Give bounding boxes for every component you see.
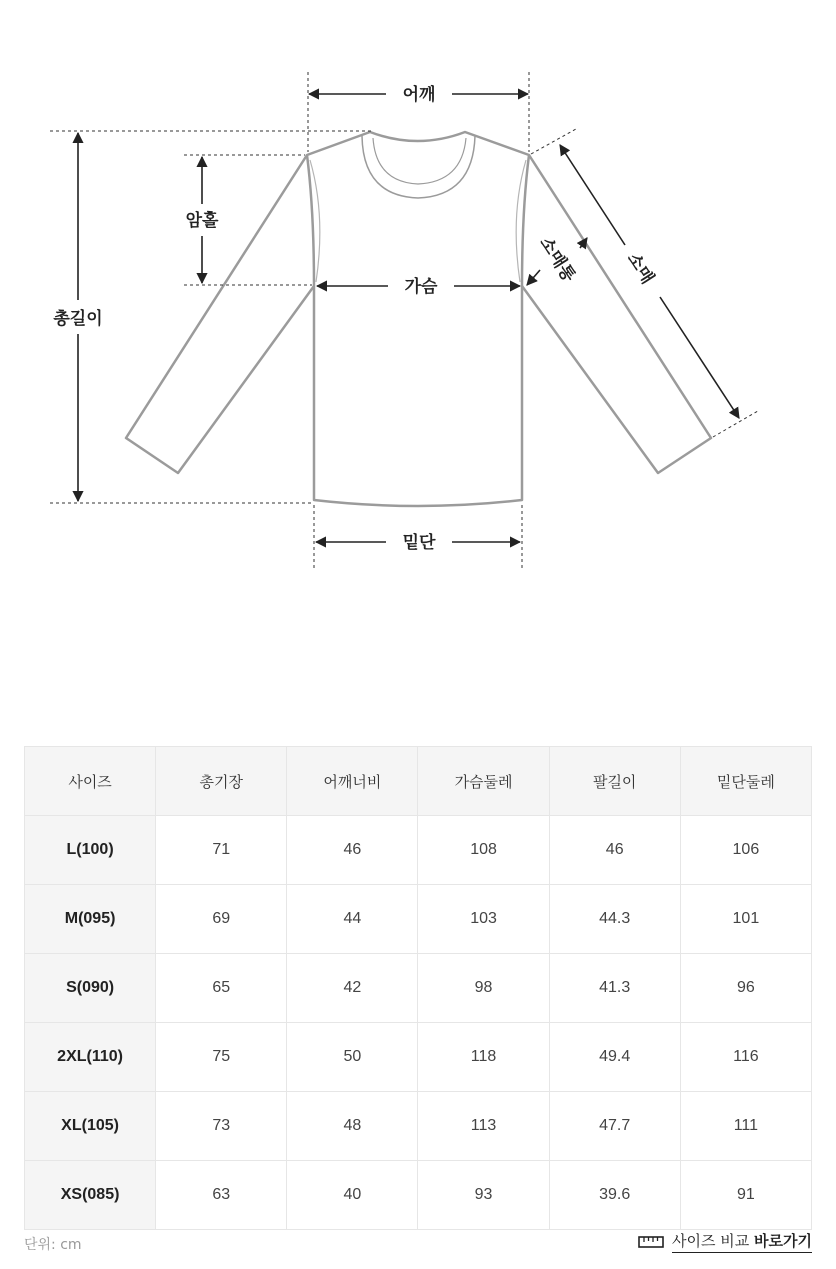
table-cell: 39.6: [549, 1161, 680, 1230]
table-cell: 118: [418, 1023, 549, 1092]
guide-lines: [50, 72, 758, 570]
table-cell: 116: [680, 1023, 811, 1092]
table-cell: 48: [287, 1092, 418, 1161]
size-table-header-row: [25, 747, 812, 816]
chest-label: 가슴: [404, 277, 438, 297]
sleeve-arrow-up: [560, 145, 625, 245]
table-cell: 106: [680, 816, 811, 885]
table-cell: 65: [156, 954, 287, 1023]
header-sleeve-length: 팔길이: [549, 747, 680, 816]
table-row: [25, 816, 812, 885]
table-row: [25, 954, 812, 1023]
table-cell: 46: [549, 816, 680, 885]
sleeve-arrow-down: [660, 297, 739, 418]
header-shoulder-width: 어깨너비: [287, 747, 418, 816]
table-cell: 73: [156, 1092, 287, 1161]
table-cell: 46: [287, 816, 418, 885]
table-cell: 93: [418, 1161, 549, 1230]
size-cell: M(095): [25, 885, 156, 954]
table-cell: 111: [680, 1092, 811, 1161]
header-chest: 가슴둘레: [418, 747, 549, 816]
size-cell: XS(085): [25, 1161, 156, 1230]
size-guide-diagram: [0, 0, 836, 600]
table-cell: 44: [287, 885, 418, 954]
size-compare-prefix: 사이즈 비교: [672, 1232, 750, 1250]
table-cell: 71: [156, 816, 287, 885]
header-total-length: 총기장: [156, 747, 287, 816]
size-footer: [24, 1228, 812, 1258]
armhole-label: 암홀: [185, 211, 219, 231]
table-cell: 63: [156, 1161, 287, 1230]
size-cell: S(090): [25, 954, 156, 1023]
table-cell: 75: [156, 1023, 287, 1092]
header-size: 사이즈: [25, 747, 156, 816]
sleeve-label: 소매: [622, 249, 658, 288]
table-row: [25, 1092, 812, 1161]
size-cell: XL(105): [25, 1092, 156, 1161]
unit-note: 단위: cm: [24, 1237, 82, 1253]
table-cell: 41.3: [549, 954, 680, 1023]
table-row: [25, 1023, 812, 1092]
table-cell: 96: [680, 954, 811, 1023]
table-cell: 40: [287, 1161, 418, 1230]
sleeve-width-arrow-down: [527, 270, 540, 285]
table-row: [25, 1161, 812, 1230]
size-compare-link[interactable]: [638, 1230, 812, 1253]
table-cell: 44.3: [549, 885, 680, 954]
table-row: [25, 885, 812, 954]
size-compare-text[interactable]: [672, 1230, 812, 1253]
table-cell: 98: [418, 954, 549, 1023]
table-cell: 101: [680, 885, 811, 954]
size-cell: L(100): [25, 816, 156, 885]
size-table: [24, 746, 812, 1230]
table-cell: 91: [680, 1161, 811, 1230]
table-cell: 103: [418, 885, 549, 954]
ruler-icon: [638, 1235, 664, 1249]
table-cell: 108: [418, 816, 549, 885]
table-cell: 50: [287, 1023, 418, 1092]
size-compare-action: 바로가기: [754, 1232, 812, 1250]
shoulder-label: 어깨: [402, 85, 436, 105]
sleeve-width-label: 소매통: [535, 233, 579, 286]
header-hem: 밑단둘레: [680, 747, 811, 816]
table-cell: 47.7: [549, 1092, 680, 1161]
total-length-label: 총길이: [53, 309, 103, 329]
table-cell: 113: [418, 1092, 549, 1161]
hem-label: 밑단: [402, 533, 436, 553]
table-cell: 42: [287, 954, 418, 1023]
table-cell: 49.4: [549, 1023, 680, 1092]
table-cell: 69: [156, 885, 287, 954]
garment-outline: [126, 132, 711, 506]
size-cell: 2XL(110): [25, 1023, 156, 1092]
